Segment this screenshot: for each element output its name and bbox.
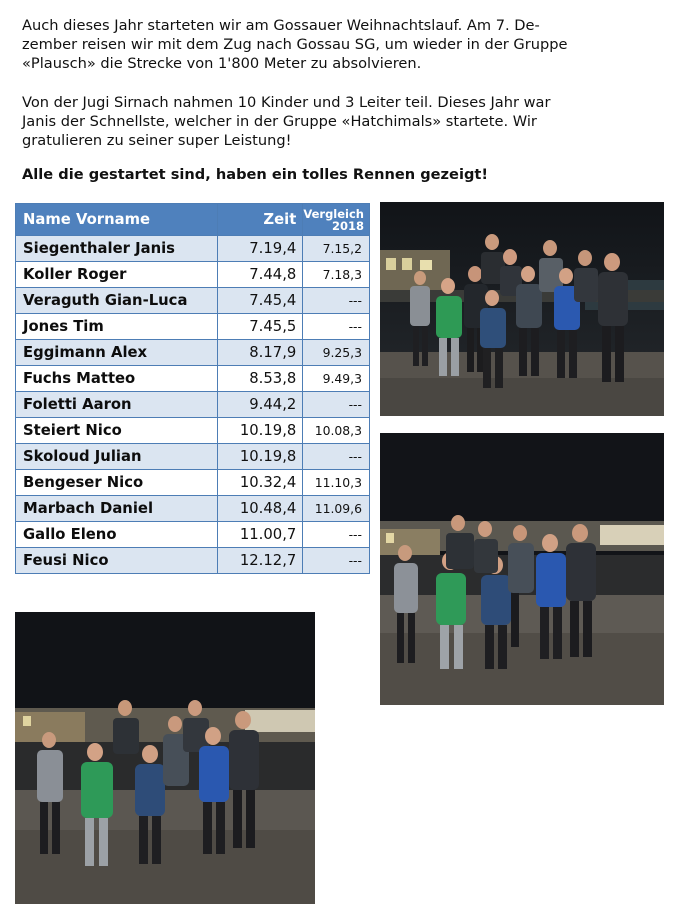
table-row [16,548,370,574]
header-compare-line-1: Vergleich [303,206,364,221]
runner-name: Skoloud Julian [16,444,218,470]
intro-paragraph [22,16,662,73]
table-row [16,392,370,418]
header-compare [303,204,370,236]
runner-name: Feusi Nico [16,548,218,574]
runner-compare: --- [303,522,370,548]
runner-time: 10.19,8 [217,418,302,444]
runner-compare: --- [303,548,370,574]
runner-compare: 9.49,3 [303,366,370,392]
runner-name: Koller Roger [16,262,218,288]
runner-name: Foletti Aaron [16,392,218,418]
runner-compare: 10.08,3 [303,418,370,444]
runner-time: 12.12,7 [217,548,302,574]
results-header-row [16,204,370,236]
table-row [16,366,370,392]
runner-name: Fuchs Matteo [16,366,218,392]
group-photo-3-art [15,612,315,904]
runner-time: 7.45,5 [217,314,302,340]
runner-name: Jones Tim [16,314,218,340]
table-row [16,314,370,340]
headline: Alle die gestartet sind, haben ein tolles Rennen gezeigt! [22,166,489,183]
runner-name: Marbach Daniel [16,496,218,522]
table-row [16,340,370,366]
runner-time: 9.44,2 [217,392,302,418]
intro-line-1: Auch dieses Jahr starteten wir am Gossauer Weihnachtslauf. Am 7. De- [22,17,540,34]
runner-time: 8.53,8 [217,366,302,392]
group-photo-1 [380,202,664,416]
runner-compare: --- [303,392,370,418]
runner-time: 7.19,4 [217,236,302,262]
group-photo-1-art [380,202,664,416]
runner-compare: --- [303,314,370,340]
runner-compare: --- [303,288,370,314]
intro-line-3: «Plausch» die Strecke von 1'800 Meter zu absolvieren. [22,55,422,72]
group-photo-2-art [380,433,664,705]
header-compare-line-2: 2018 [331,218,364,233]
runner-name: Steiert Nico [16,418,218,444]
participants-paragraph [22,93,662,150]
participants-line-2: Janis der Schnellste, welcher in der Gruppe «Hatchimals» startete. Wir [22,113,537,130]
runner-time: 7.44,8 [217,262,302,288]
runner-compare: 9.25,3 [303,340,370,366]
table-row [16,418,370,444]
table-row [16,470,370,496]
runner-time: 10.19,8 [217,444,302,470]
runner-name: Veraguth Gian-Luca [16,288,218,314]
runner-name: Siegenthaler Janis [16,236,218,262]
runner-name: Bengeser Nico [16,470,218,496]
results-table [15,203,370,574]
runner-compare: --- [303,444,370,470]
runner-time: 7.45,4 [217,288,302,314]
runner-compare: 11.10,3 [303,470,370,496]
table-row [16,262,370,288]
intro-line-2: zember reisen wir mit dem Zug nach Gossau SG, um wieder in der Gruppe [22,36,568,53]
group-photo-3 [15,612,315,904]
table-row [16,496,370,522]
runner-compare: 11.09,6 [303,496,370,522]
runner-name: Gallo Eleno [16,522,218,548]
header-name: Name Vorname [16,204,218,236]
table-row [16,444,370,470]
table-row [16,288,370,314]
header-time: Zeit [217,204,302,236]
runner-compare: 7.15,2 [303,236,370,262]
group-photo-2 [380,433,664,705]
runner-time: 10.32,4 [217,470,302,496]
runner-compare: 7.18,3 [303,262,370,288]
runner-time: 10.48,4 [217,496,302,522]
table-row [16,522,370,548]
participants-line-1: Von der Jugi Sirnach nahmen 10 Kinder und 3 Leiter teil. Dieses Jahr war [22,94,551,111]
runner-time: 8.17,9 [217,340,302,366]
table-row [16,236,370,262]
participants-line-3: gratulieren zu seiner super Leistung! [22,132,292,149]
runner-name: Eggimann Alex [16,340,218,366]
runner-time: 11.00,7 [217,522,302,548]
